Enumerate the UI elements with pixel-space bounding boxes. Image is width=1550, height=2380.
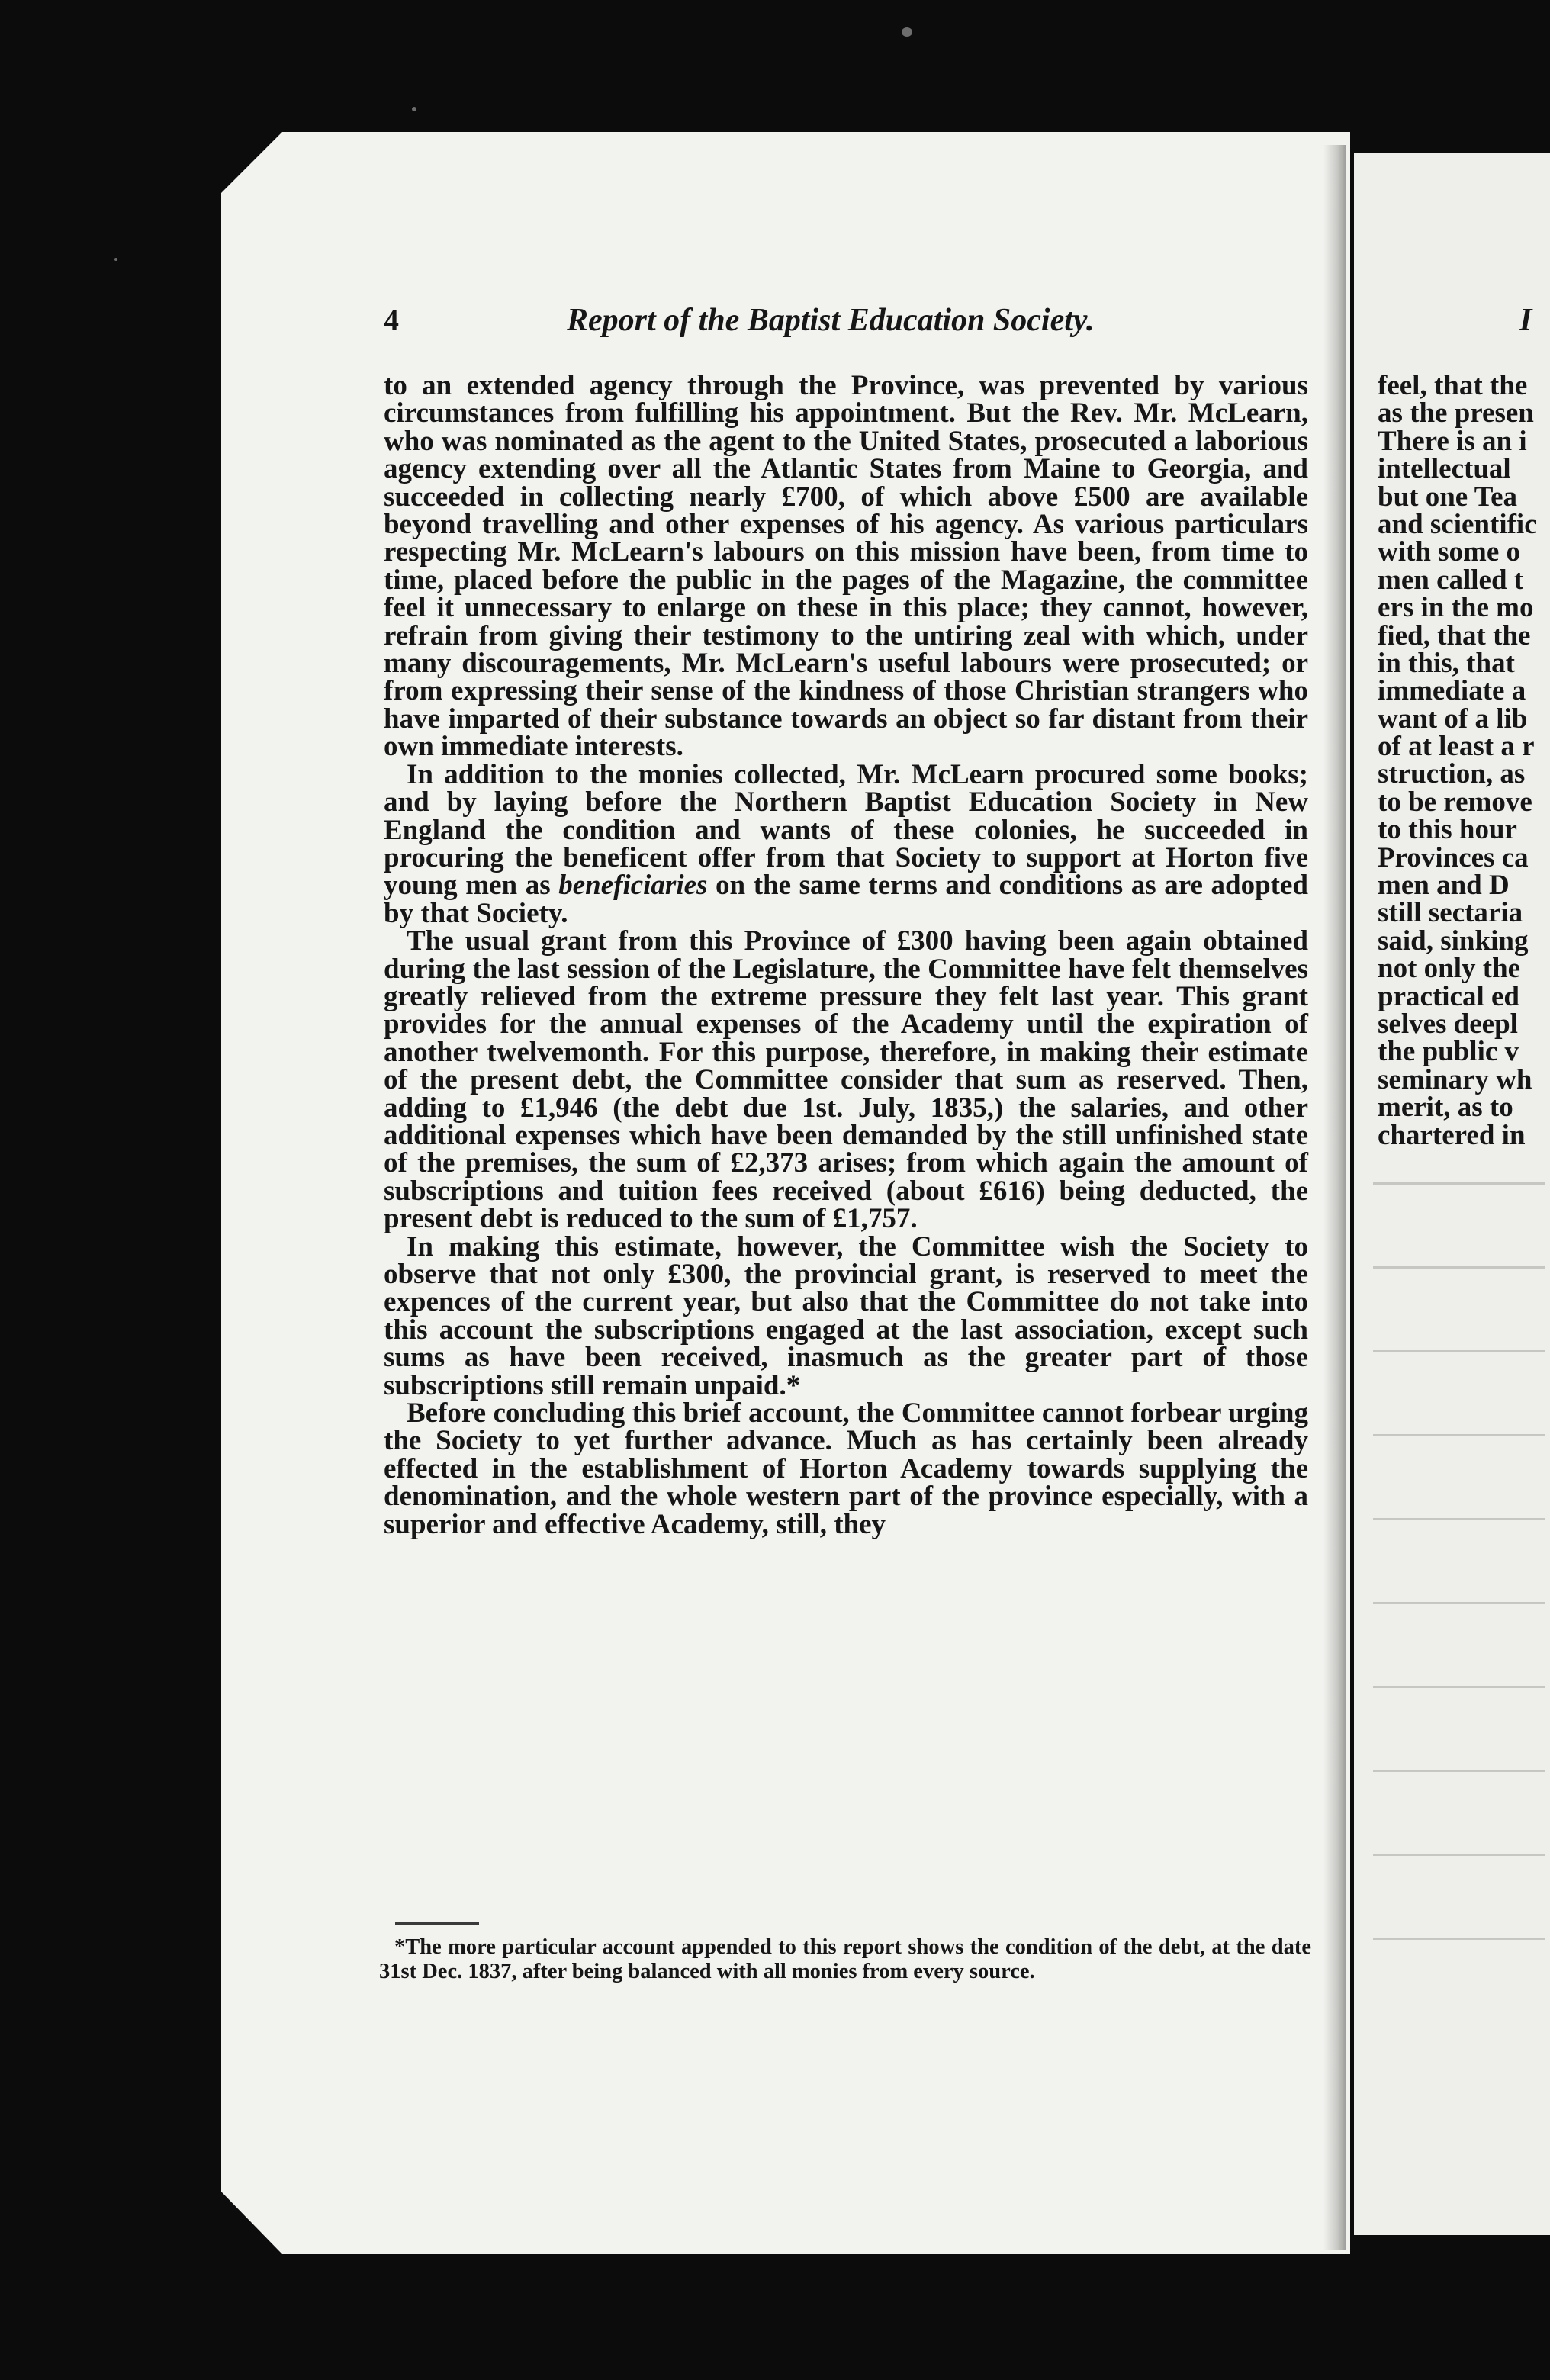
- show-through-line: [1373, 1182, 1545, 1185]
- footnote-rule: [395, 1922, 479, 1925]
- facing-page-text: [1378, 372, 1550, 1150]
- show-through-line: [1373, 1602, 1545, 1604]
- paragraph: to an extended agency through the Province, was prevented by various circumstances from fulfilling his appointment. But the Rev. Mr. McLearn, who was nominated as the agent to the United States, prosecuted a laborious agency extending over all the Atlantic States from Maine to Georgia, and succeeded in collecting nearly £700, of which above £500 are available beyond travelling and other expenses of his agency. As various particulars respecting Mr. McLearn's labours on this mission have been, from time to time, placed before the public in the pages of the Magazine, the committee feel it unnecessary to enlarge on these in this place; they cannot, however, refrain from giving their testimony to the untiring zeal with which, under many discouragements, Mr. McLearn's useful labours were prosecuted; or from expressing their sense of the kindness of those Christian strangers who have imparted of their substance towards an object so far distant from their own immediate interests.: [384, 370, 1308, 763]
- facing-line: There is an i: [1378, 425, 1527, 457]
- facing-line: selves deepl: [1378, 1008, 1518, 1040]
- facing-line: the public v: [1378, 1036, 1519, 1068]
- facing-line: of at least a r: [1378, 731, 1535, 763]
- facing-line: fied, that the: [1378, 619, 1531, 651]
- facing-line: immediate a: [1378, 675, 1526, 707]
- facing-line: and scientific: [1378, 508, 1537, 540]
- scan-speck: [114, 258, 117, 261]
- facing-line: practical ed: [1378, 980, 1519, 1012]
- show-through-line: [1373, 1434, 1545, 1436]
- page-number: 4: [384, 303, 399, 337]
- facing-line: with some o: [1378, 536, 1521, 568]
- facing-line: in this, that: [1378, 647, 1515, 679]
- paragraph: In addition to the monies collected, Mr. McLearn procured some books; and by laying before the Northern Baptist Education Society in New England the condition and wants of these colonies, he succeeded in procuring the beneficent offer from that Society to support at Horton five young men as beneficiaries on the same terms and conditions as are adopted by that Society.: [384, 758, 1308, 929]
- facing-line: chartered in: [1378, 1119, 1526, 1150]
- facing-line: to be remove: [1378, 786, 1532, 818]
- facing-line: want of a lib: [1378, 703, 1528, 735]
- facing-line: intellectual: [1378, 453, 1511, 485]
- show-through-line: [1373, 1350, 1545, 1352]
- paragraph: In making this estimate, however, the Committee wish the Society to observe that not only £300, the provincial grant, is reserved to meet the expences of the current year, but also that the Committee do not take into this account the subscriptions engaged at the last association, except such sums as have been received, inasmuch as the greater part of those subscriptions still remain unpaid.*: [384, 1230, 1308, 1401]
- facing-line: still sectaria: [1378, 897, 1523, 929]
- show-through-line: [1373, 1518, 1545, 1520]
- show-through-line: [1373, 1770, 1545, 1772]
- facing-line: merit, as to: [1378, 1092, 1513, 1124]
- facing-line: men and D: [1378, 870, 1510, 902]
- facing-line: as the presen: [1378, 397, 1534, 429]
- facing-line: not only the: [1378, 953, 1521, 985]
- paragraph: The usual grant from this Province of £300 having been again obtained during the last session of the Legislature, the Committee have felt themselves greatly relieved from the extreme pressure they felt last year. This grant provides for the annual expenses of the Academy until the expiration of another twelvemonth. For this purpose, therefore, in making their estimate of the present debt, the Committee consider that sum as reserved. Then, adding to £1,946 (the debt due 1st. July, 1835,) the salaries, and other additional expenses which have been demanded by the still unfinished state of the premises, the sum of £2,373 arises; from which again the amount of subscriptions and tuition fees received (about £616) being deducted, the present debt is reduced to the sum of £1,757.: [384, 925, 1308, 1235]
- footnote: *The more particular account appended to this report shows the condition of the debt, at the date 31st Dec. 1837, after being balanced with all monies from every source.: [379, 1935, 1311, 1983]
- emphasis: beneficiaries: [558, 870, 708, 902]
- facing-page-head-fragment: I: [1519, 303, 1532, 338]
- paragraph: Before concluding this brief account, the Committee cannot forbear urging the Society to yet further advance. Much as has certainly been already effected in the establishment of Horton Academy towards supplying the denomination, and the whole western part of the province especially, with a superior and effective Academy, still, they: [384, 1397, 1308, 1540]
- facing-line: to this hour: [1378, 814, 1517, 846]
- body-text: [384, 372, 1308, 1539]
- page-gutter: [1323, 145, 1346, 2250]
- facing-line: feel, that the: [1378, 372, 1528, 401]
- show-through-line: [1373, 1938, 1545, 1940]
- running-title: Report of the Baptist Education Society.: [567, 303, 1095, 338]
- show-through-line: [1373, 1854, 1545, 1856]
- scan-speck: [902, 27, 912, 37]
- facing-line: ers in the mo: [1378, 592, 1534, 624]
- facing-line: said, sinking: [1378, 925, 1529, 957]
- facing-line: Provinces ca: [1378, 841, 1529, 873]
- facing-line: but one Tea: [1378, 481, 1518, 513]
- facing-line: seminary wh: [1378, 1063, 1532, 1095]
- facing-line: struction, as: [1378, 758, 1526, 790]
- show-through-line: [1373, 1686, 1545, 1688]
- facing-line: men called t: [1378, 564, 1524, 596]
- scan-speck: [412, 107, 416, 111]
- running-head: [384, 302, 1322, 348]
- show-through-line: [1373, 1266, 1545, 1269]
